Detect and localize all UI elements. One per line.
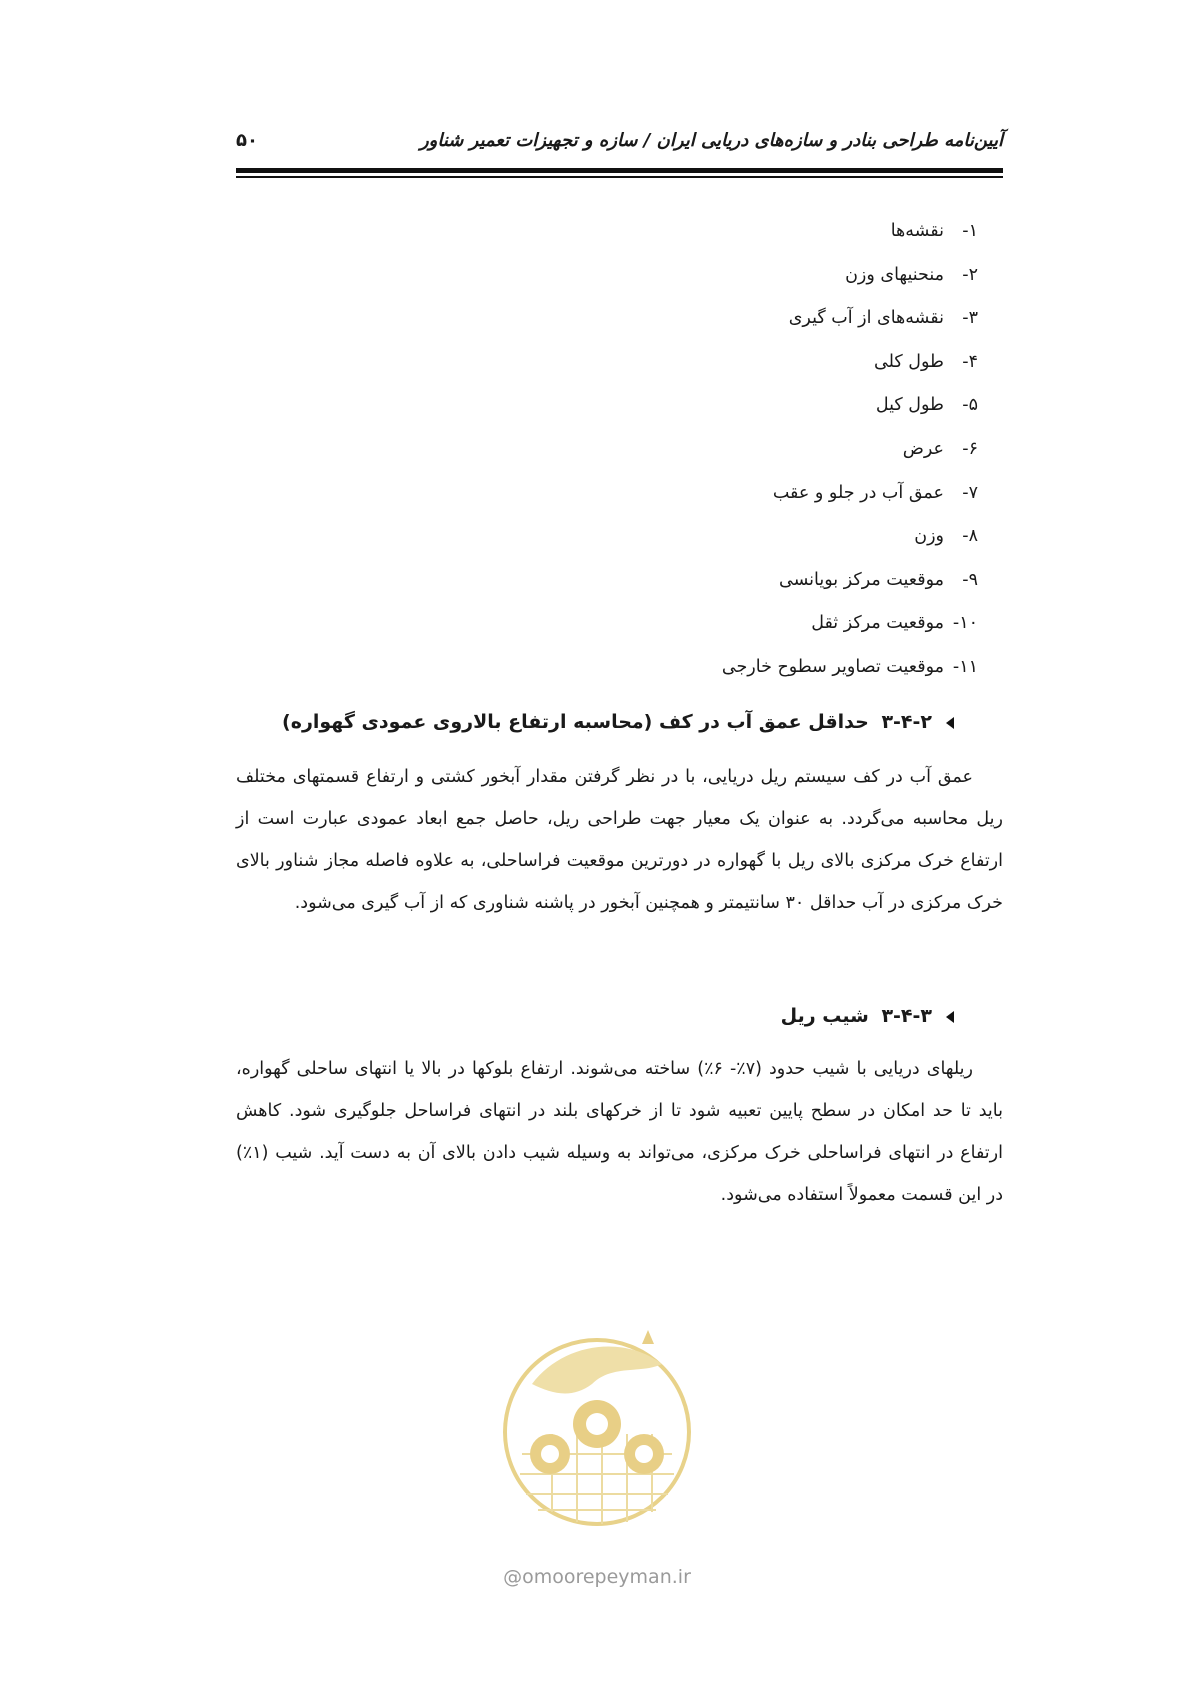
drawings-list xyxy=(722,210,978,690)
list-item: ۷-عمق آب در جلو و عقب xyxy=(772,482,978,503)
header-rule-thick xyxy=(236,168,1003,173)
paragraph-min-water-depth: عمق آب در کف سیستم ریل دریایی، با در نظر گرفتن مقدار آبخور کشتی و ارتفاع قسمتهای مختلف ریل محاسبه می‌گردد. به عنوان یک معیار جهت طراحی ریل، حاصل جمع ابعاد عمودی عبارت است از ارتفاع خرک مرکزی بالای ریل با گهواره در دورترین موقعیت فراساحلی، به علاوه فاصله مجاز شناور بالای خرک مرکزی در آب حداقل ۳۰ سانتیمتر و همچنین آبخور در پاشنه شناوری که از آب گیری می‌شود. xyxy=(236,767,1003,913)
watermark-site-text: @omoorepeyman.ir xyxy=(503,1566,691,1588)
bullet-marker-icon xyxy=(946,717,954,729)
watermark-logo xyxy=(492,1304,702,1604)
list-item: ۲-منحنیهای وزن xyxy=(845,264,978,285)
list-item: ۱۱-موقعیت تصاویر سطوح خارجی xyxy=(721,656,978,677)
page-number: ۵۰ xyxy=(236,130,258,151)
section-heading-min-water-depth: ۳-۴-۲ حداقل عمق آب در کف (محاسبه ارتفاع بالاروی عمودی گهواره) xyxy=(282,711,954,733)
list-item: ۱۰-موقعیت مرکز ثقل xyxy=(811,613,978,634)
list-item: ۸-وزن xyxy=(914,526,978,547)
list-item: ۹-موقعیت مرکز بویانسی xyxy=(778,569,978,590)
list-item: ۴-طول کلی xyxy=(874,351,978,372)
header-rule-thin xyxy=(236,176,1003,178)
list-item: ۵-طول کیل xyxy=(875,395,978,416)
seal-icon xyxy=(492,1304,702,1566)
book-title: آیین‌نامه طراحی بنادر و سازه‌های دریایی ایران / سازه و تجهیزات تعمیر شناور xyxy=(419,130,1003,151)
section-heading-rail-slope: ۳-۴-۳ شیب ریل xyxy=(781,1005,954,1027)
list-item: ۶-عرض xyxy=(902,438,978,459)
bullet-marker-icon xyxy=(946,1011,954,1023)
paragraph-rail-slope: ریلهای دریایی با شیب حدود (۷٪- ۶٪) ساخته می‌شوند. ارتفاع بلوکها در بالا یا انتهای ساحلی گهواره، باید تا حد امکان در سطح پایین تعبیه شود تا از خرکهای بلند در انتهای فراساحل جلوگیری شود. کاهش ارتفاع در انتهای فراساحلی خرک مرکزی، می‌تواند به وسیله شیب دادن بالای آن به دست آید. شیب (۱٪) در این قسمت معمولاً استفاده می‌شود. xyxy=(236,1059,1003,1205)
list-item: ۱-نقشه‌ها xyxy=(890,221,978,241)
page-header xyxy=(236,120,1003,184)
list-item: ۳-نقشه‌های از آب گیری xyxy=(788,308,978,329)
